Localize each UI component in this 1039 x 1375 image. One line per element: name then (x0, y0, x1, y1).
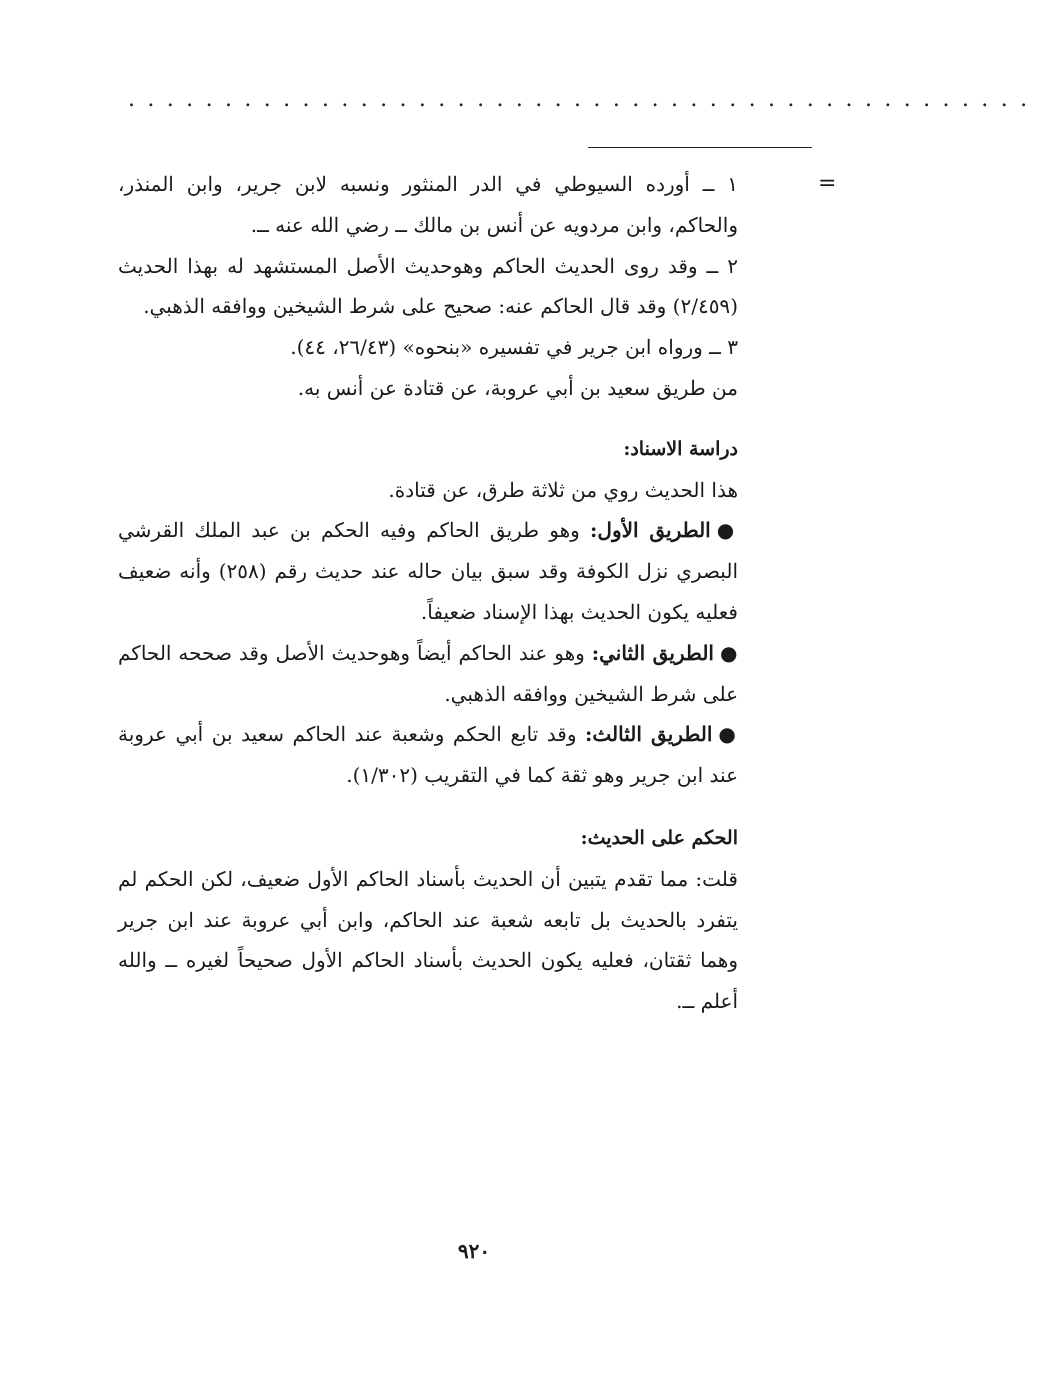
bullet-icon: ● (718, 722, 739, 747)
isnad-section-title: دراسة الاسناد: (623, 437, 738, 460)
footnote-separator-dots: ............................................... (128, 87, 1039, 112)
chain-line: من طريق سعيد بن أبي عروبة، عن قتادة عن أنس به. (297, 375, 738, 400)
isnad-intro: هذا الحديث روي من ثلاثة طرق، عن قتادة. (388, 477, 738, 502)
route-2-label: الطريق الثاني: (591, 640, 714, 665)
route-3-text: وقد تابع الحكم وشعبة عند الحاكم سعيد بن أبي عروبة عند ابن جرير وهو ثقة كما في التقريب (١/٣٠٢). (118, 722, 738, 788)
footnote-3: ٣ ــ ورواه ابن جرير في تفسيره «بنحوه» (٢٦/٤٣، ٤٤). (290, 335, 738, 360)
route-1 (118, 510, 738, 632)
page-number: ٩٢٠ (457, 1239, 491, 1263)
route-3 (118, 714, 738, 796)
route-1-text: وهو طريق الحاكم وفيه الحكم بن عبد الملك القرشي البصري نزل الكوفة وقد سبق بيان حاله عند حديث رقم (٢٥٨) وأنه ضعيف فعليه يكون الحديث بهذا الإسناد ضعيفاً. (118, 518, 738, 624)
route-2 (118, 633, 738, 715)
continuation-mark: = (818, 171, 837, 196)
bullet-icon: ● (716, 518, 739, 543)
ruling-text: قلت: مما تقدم يتبين أن الحديث بأسناد الحاكم الأول ضعيف، لكن الحكم لم يتفرد بالحديث بل تابعه شعبة عند الحاكم، وابن أبي عروبة عند ابن جرير وهما ثقتان، فعليه يكون الحديث بأسناد الحاكم الأول صحيحاً لغيره ــ والله أعلم ــ. (118, 866, 738, 1014)
route-1-label: الطريق الأول: (590, 518, 711, 543)
route-3-label: الطريق الثالث: (585, 722, 713, 747)
page-content (118, 164, 738, 1022)
route-2-text: وهو عند الحاكم أيضاً وهوحديث الأصل وقد صححه الحاكم على شرط الشيخين ووافقه الذهبي. (118, 640, 738, 706)
footnote-1: ١ ــ أورده السيوطي في الدر المنثور ونسبه لابن جرير، وابن المنذر، والحاكم، وابن مردويه عن أنس بن مالك ــ رضي الله عنه ــ. (118, 172, 738, 237)
bullet-icon: ● (720, 640, 739, 665)
footnote-rule (588, 147, 812, 148)
footnote-2: ٢ ــ وقد روى الحديث الحاكم وهوحديث الأصل المستشهد له بهذا الحديث (٢/٤٥٩) وقد قال الحاكم عنه: صحيح على شرط الشيخين ووافقه الذهبي. (118, 253, 738, 319)
ruling-section-title: الحكم على الحديث: (580, 826, 738, 849)
